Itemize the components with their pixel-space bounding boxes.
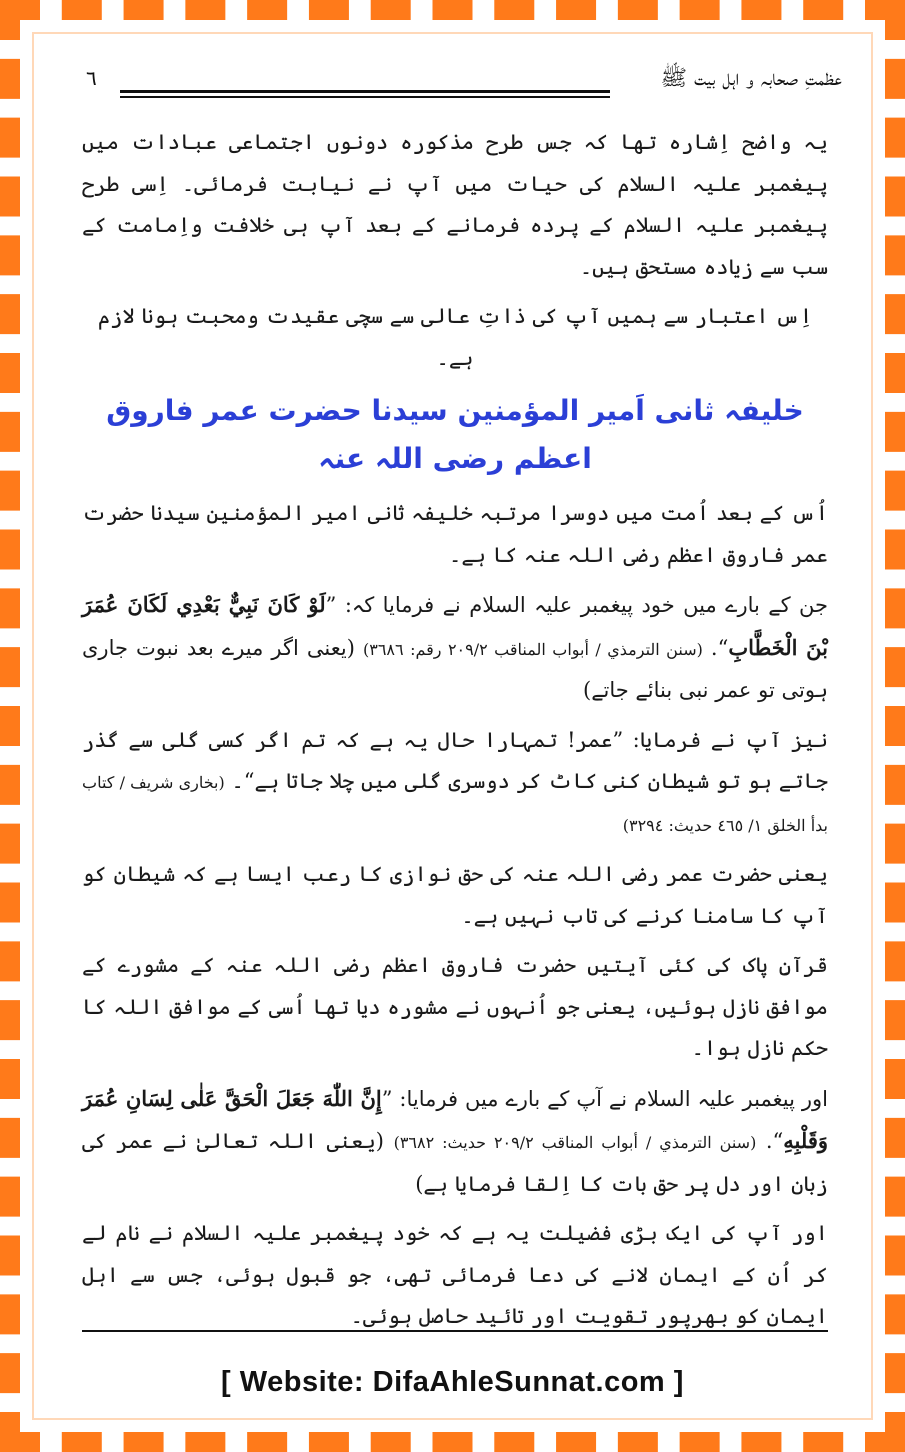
explanation-paragraph: یعنی حضرت عمر رضی اللہ عنہ کی حق نوازی کا رعب ایسا ہے کہ شیطان کو آپ کا سامنا کرنے کی تاب نہیں ہے۔	[82, 862, 828, 928]
hadith-arabic: لَوْ كَانَ نَبِيٌّ بَعْدِي لَكَانَ عُمَرَ بْنَ الْخَطَّابِ	[82, 592, 829, 660]
running-header	[72, 64, 842, 104]
section-intro: اُس کے بعد اُمت میں دوسرا مرتبہ خلیفہ ثانی امیر المؤمنین سیدنا حضرت عمر فاروق اعظم رضی اللہ عنہ کا ہے۔	[82, 501, 828, 567]
header-rule-secondary	[120, 96, 610, 98]
hadith-paragraph: جن کے بارے میں خود پیغمبر علیہ السلام نے فرمایا کہ: ”لَوْ كَانَ نَبِيٌّ بَعْدِي لَكَانَ عُمَرَ بْنَ الْخَطَّابِ“. (سنن الترمذي / أبواب المناقب ٢٠٩/٢ رقم: ٣٦٨٦) (یعنی اگر میرے بعد نبوت جاری ہوتی تو عمر نبی بنائے جاتے)	[82, 592, 829, 702]
hadith-paragraph: اور پیغمبر علیہ السلام نے آپ کے بارے میں فرمایا: ”إِنَّ اللّٰهَ جَعَلَ الْحَقَّ عَلٰى لِسَانِ عُمَرَ وَقَلْبِهِ“. (سنن الترمذي / أبواب المناقب ٢٠٩/٢ حديث: ٣٦٨٢) (یعنی اللہ تعالیٰ نے عمر کی زبان اور دل پر حق بات کا اِلقا فرمایا ہے)	[82, 1085, 829, 1196]
hadith-lead: اور پیغمبر علیہ السلام نے آپ کے بارے میں فرمایا: ”	[381, 1086, 828, 1111]
hadith-arabic: إِنَّ اللّٰهَ جَعَلَ الْحَقَّ عَلٰى لِسَانِ عُمَرَ وَقَلْبِهِ	[82, 1085, 829, 1153]
hadith-reference: (سنن الترمذي / أبواب المناقب ٢٠٩/٢ رقم: ٣٦٨٦)	[362, 639, 703, 659]
section-heading: خلیفہ ثانی اَمیر المؤمنین سیدنا حضرت عمر فاروق اعظم رضی اللہ عنہ	[106, 394, 804, 475]
website-footer: [ Website: DifaAhleSunnat.com ]	[221, 1366, 684, 1398]
hadith-reference: (سنن الترمذي / أبواب المناقب ٢٠٩/٢ حديث: ٣٦٨٢)	[393, 1133, 757, 1152]
paragraph: اِس اعتبار سے ہمیں آپ کی ذاتِ عالی سے سچی عقیدت ومحبت ہونا لازم ہے۔	[97, 304, 813, 370]
footer-rule	[82, 1330, 828, 1332]
book-title: عظمتِ صحابہ و اہل بیت ﷺ	[660, 66, 842, 91]
hadith-translation: (یعنی اگر میرے بعد نبوت جاری ہوتی تو عمر نبی بنائے جاتے)	[82, 635, 828, 702]
quran-paragraph: قرآنِ پاک کی کئی آیتیں حضرت فاروق اعظم رضی اللہ عنہ کے مشورے کے موافق نازل ہوئیں، یعنی جو اُنہوں نے مشورہ دیا تھا اُسی کے موافق اللہ کا حکم نازل ہوا۔	[82, 953, 828, 1060]
page-body	[82, 122, 828, 1346]
hadith-lead: جن کے بارے میں خود پیغمبر علیہ السلام نے فرمایا کہ: ”	[325, 593, 828, 617]
header-rule	[120, 90, 610, 93]
virtue-paragraph: اور آپ کی ایک بڑی فضیلت یہ ہے کہ خود پیغمبر علیہ السلام نے نام لے کر اُن کے ایمان لانے کی دعا فرمائی تھی، جو قبول ہوئی، جس سے اہل ایمان کو بھرپور تقویت اور تائید حاصل ہوئی۔	[82, 1221, 828, 1328]
hadith-translation: (یعنی اللہ تعالیٰ نے عمر کی زبان اور دل پر حق بات کا اِلقا فرمایا ہے)	[82, 1129, 828, 1196]
paragraph: یہ واضح اِشارہ تھا کہ جس طرح مذکورہ دونوں اجتماعی عبادات میں پیغمبر علیہ السلام کی حیات میں آپ نے نیابت فرمائی۔ اِسی طرح پیغمبر علیہ السلام کے پردہ فرمانے کے بعد آپ ہی خلافت واِمامت کے سب سے زیادہ مستحق ہیں۔	[82, 130, 828, 279]
hadith-text: نیز آپ نے فرمایا: ”عمر! تمہارا حال یہ ہے کہ تم اگر کسی گلی سے گذر جاتے ہو تو شیطان کنی کاٹ کر دوسری گلی میں چلا جاتا ہے“۔	[82, 727, 828, 793]
hadith-reference: (بخاری شریف / کتاب بدأ الخلق ١/ ٤٦٥ حدیث: ٣٢٩٤)	[82, 773, 828, 835]
page-number: ٦	[86, 66, 97, 90]
hadith-paragraph	[82, 720, 828, 847]
